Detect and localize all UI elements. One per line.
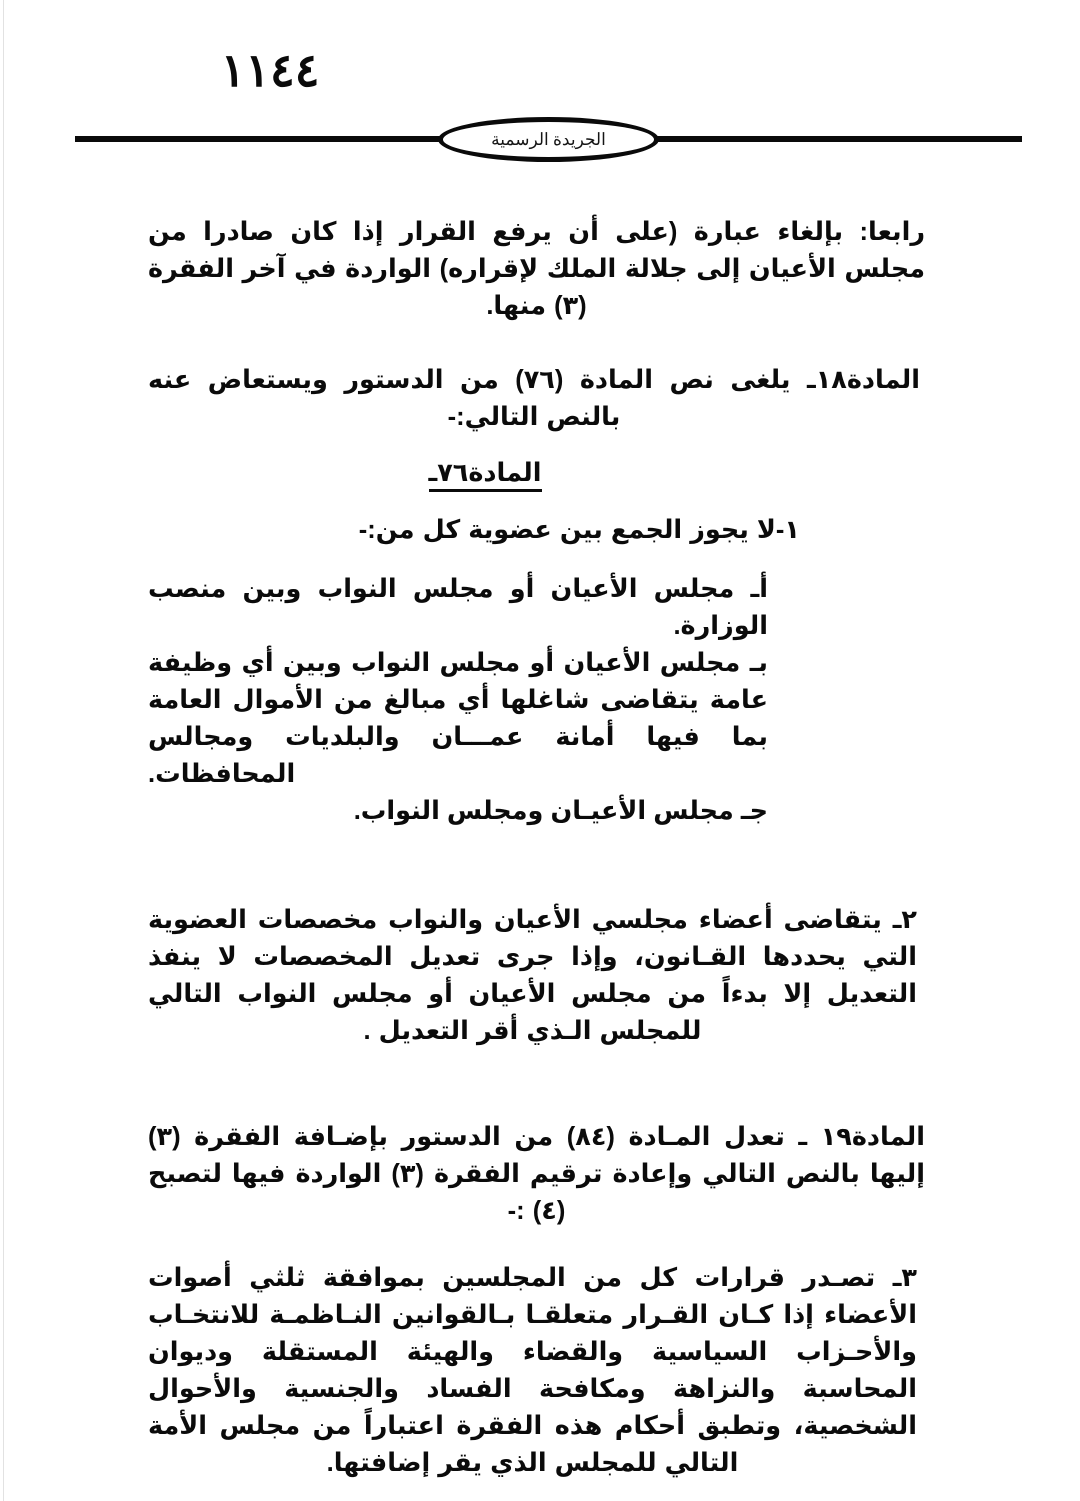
masthead-oval-badge: [438, 117, 659, 162]
masthead: [75, 117, 1022, 163]
sub-item-b: بـ مجلس الأعيان أو مجلس النواب وبين أي وظيفة عامة يتقاضى شاغلها أي مبالغ من الأموال العامة بما فيها أمانة عمـــان والبلديات ومجالس المحافظات.: [148, 648, 768, 788]
page-folio: [0, 45, 1080, 96]
article-76-heading: [0, 458, 1080, 488]
article-19-paragraph: المادة١٩ ـ تعدل المـادة (٨٤) من الدستور بإضـافة الفقرة (٣) إليها بالنص التالي وإعادة ترقيم الفقرة (٣) الواردة فيها لتصبح (٤) :-: [148, 1123, 925, 1226]
item-1-sublist: [148, 571, 768, 830]
clause-fourth-paragraph: رابعا: بإلغاء عبارة (على أن يرفع القرار إذا كان صادرا من مجلس الأعيان إلى جلالة الملك لإقراره) الواردة في آخر الفقرة (٣) منها.: [148, 218, 925, 320]
item-1-paragraph: ١-لا يجوز الجمع بين عضوية كل من:-: [358, 515, 800, 544]
item-2-paragraph: ٢ـ يتقاضى أعضاء مجلسي الأعيان والنواب مخصصات العضوية التي يحددها القـانون، وإذا جرى تعديل المخصصات لا ينفذ التعديل إلا بدءاً من مجلس الأعيان أو مجلس النواب التالي للمجلس الـذي أقر التعديل .: [148, 905, 917, 1045]
sub-item-a: أـ مجلس الأعيان أو مجلس النواب وبين منصب الوزارة.: [148, 574, 768, 640]
document-body: [0, 214, 1080, 1482]
masthead-title: الجريدة الرسمية: [491, 130, 606, 149]
page-number: ١١٤٤: [220, 45, 320, 96]
article-76-heading-text: المادة٧٦ـ: [429, 459, 542, 492]
item-3-paragraph: ٣ـ تصـدر قرارات كل من المجلسين بموافقة ثلثي أصوات الأعضاء إذا كـان القـرار متعلقـا بـالقوانين النـاظمـة للانتخـاب والأحـزاب السياسية والقضاء والهيئة المستقلة وديوان المحاسبة والنزاهة ومكافحة الفساد والجنسية والأحوال الشخصية، وتطبق أحكام هذه الفقرة اعتباراً من مجلس الأمة التالي للمجلس الذي يقر إضافتها.: [148, 1264, 917, 1478]
article-18-paragraph: المادة١٨ـ يلغى نص المادة (٧٦) من الدستور ويستعاض عنه بالنص التالي:-: [148, 365, 920, 431]
sub-item-c: جـ مجلس الأعيـان ومجلس النواب.: [353, 796, 768, 825]
